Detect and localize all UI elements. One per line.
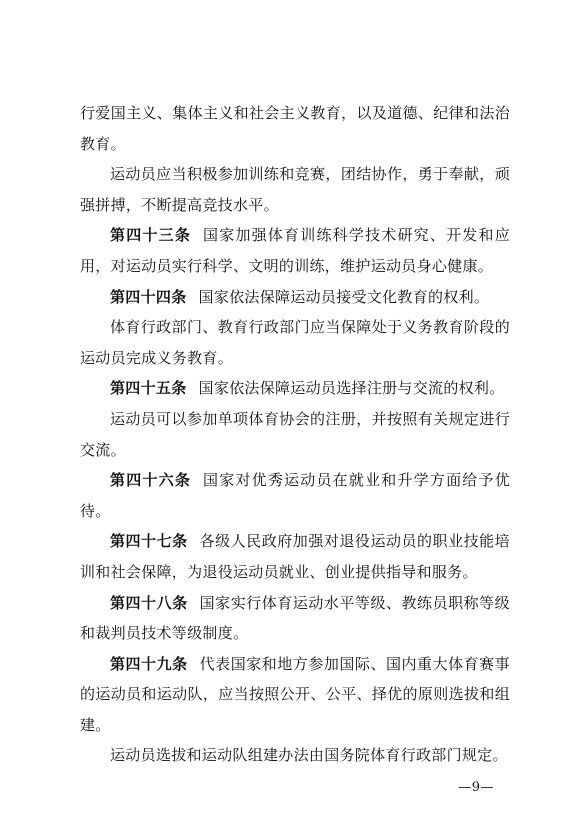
paragraph-text: 运动员可以参加单项体育协会的注册，并按照有关规定进行交流。	[80, 409, 510, 459]
article-43	[80, 220, 510, 281]
article-number: 第四十三条	[110, 226, 192, 245]
article-number: 第四十七条	[110, 532, 188, 551]
article-46	[80, 465, 510, 526]
paragraph-text: 运动员选拔和运动队组建办法由国务院体育行政部门规定。	[110, 746, 508, 765]
paragraph-text: 国家加强体育训练科学技术研究、开发和应用，对运动员实行科学、文明的训练，维护运动员身心健康。	[80, 226, 510, 275]
article-49	[80, 649, 510, 741]
paragraph-text: 各级人民政府加强对退役运动员的职业技能培训和社会保障，为退役运动员就业、创业提供指导和服务。	[80, 532, 510, 581]
paragraph-text: 国家依法保障运动员接受文化教育的权利。	[198, 287, 490, 306]
paragraph-text: 体育行政部门、教育行政部门应当保障处于义务教育阶段的运动员完成义务教育。	[80, 318, 510, 367]
paragraph-text: 行爱国主义、集体主义和社会主义教育，以及道德、纪律和法治教育。	[80, 104, 510, 153]
paragraph	[80, 159, 510, 220]
paragraph	[80, 404, 510, 465]
article-number: 第四十八条	[110, 593, 188, 612]
article-number: 第四十四条	[110, 287, 187, 306]
paragraph-text: 代表国家和地方参加国际、国内重大体育赛事的运动员和运动队，应当按照公开、公平、择优的原则选拔和组建。	[80, 654, 510, 734]
article-47	[80, 526, 510, 587]
article-48	[80, 588, 510, 649]
page-number: —9—	[458, 780, 494, 795]
article-44	[80, 282, 510, 313]
article-number: 第四十九条	[110, 654, 188, 673]
article-45	[80, 373, 510, 404]
paragraph	[80, 98, 510, 159]
paragraph-text: 国家对优秀运动员在就业和升学方面给予优待。	[80, 471, 510, 520]
paragraph	[80, 312, 510, 373]
text-body	[80, 98, 510, 771]
paragraph-text: 国家依法保障运动员选择注册与交流的权利。	[198, 379, 505, 398]
paragraph-text: 国家实行体育运动水平等级、教练员职称等级和裁判员技术等级制度。	[80, 593, 510, 643]
paragraph-text: 运动员应当积极参加训练和竞赛，团结协作，勇于奉献，顽强拼搏，不断提高竞技水平。	[80, 165, 510, 214]
article-number: 第四十六条	[110, 471, 192, 490]
paragraph	[80, 740, 510, 771]
article-number: 第四十五条	[110, 379, 187, 398]
